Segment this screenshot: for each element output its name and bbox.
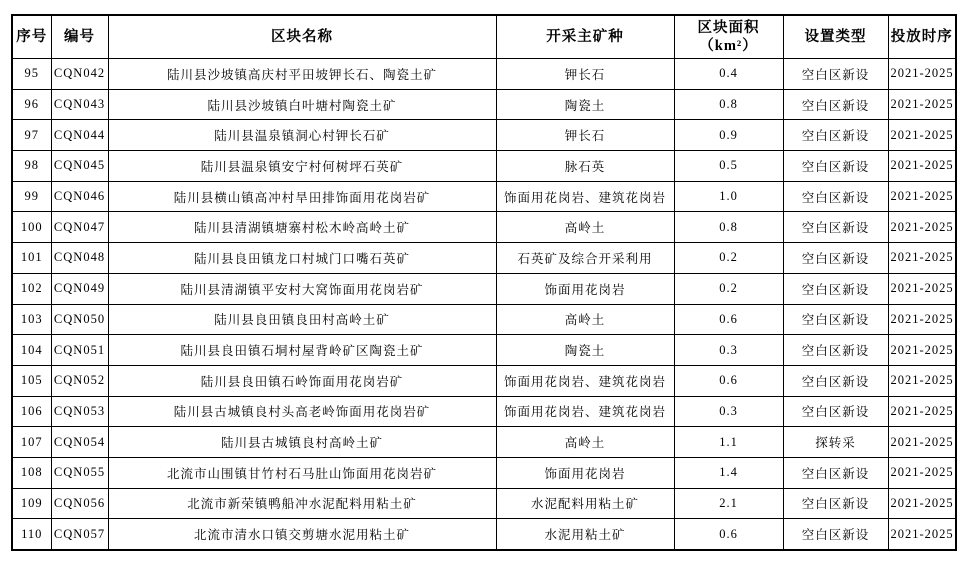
table-row (12, 519, 956, 550)
cell-no: 101 (12, 243, 51, 274)
cell-area: 1.4 (674, 457, 783, 488)
cell-type: 空白区新设 (783, 365, 888, 396)
column-header-setup-type: 设置类型 (783, 15, 888, 59)
table-row (12, 488, 956, 519)
cell-no: 110 (12, 519, 51, 550)
cell-period: 2021-2025 (888, 519, 956, 550)
table-body (12, 59, 956, 551)
cell-type: 空白区新设 (783, 181, 888, 212)
cell-area: 0.6 (674, 365, 783, 396)
cell-type: 空白区新设 (783, 457, 888, 488)
cell-name: 北流市山围镇甘竹村石马肚山饰面用花岗岩矿 (108, 457, 496, 488)
cell-no: 109 (12, 488, 51, 519)
cell-period: 2021-2025 (888, 181, 956, 212)
cell-code: CQN054 (51, 427, 108, 458)
cell-period: 2021-2025 (888, 120, 956, 151)
cell-code: CQN042 (51, 59, 108, 90)
cell-type: 空白区新设 (783, 89, 888, 120)
table-row (12, 273, 956, 304)
cell-no: 98 (12, 151, 51, 182)
cell-area: 0.2 (674, 243, 783, 274)
cell-mineral: 陶瓷土 (496, 89, 674, 120)
cell-type: 空白区新设 (783, 212, 888, 243)
cell-no: 99 (12, 181, 51, 212)
cell-type: 空白区新设 (783, 120, 888, 151)
cell-period: 2021-2025 (888, 365, 956, 396)
cell-type: 空白区新设 (783, 519, 888, 550)
cell-name: 陆川县温泉镇安宁村何树坪石英矿 (108, 151, 496, 182)
cell-type: 探转采 (783, 427, 888, 458)
cell-area: 2.1 (674, 488, 783, 519)
cell-code: CQN051 (51, 335, 108, 366)
cell-area: 0.2 (674, 273, 783, 304)
cell-area: 0.3 (674, 396, 783, 427)
cell-area: 0.4 (674, 59, 783, 90)
cell-area: 0.6 (674, 304, 783, 335)
cell-mineral: 高岭土 (496, 304, 674, 335)
cell-name: 陆川县横山镇高冲村旱田排饰面用花岗岩矿 (108, 181, 496, 212)
cell-period: 2021-2025 (888, 59, 956, 90)
cell-period: 2021-2025 (888, 457, 956, 488)
column-header-mineral: 开采主矿种 (496, 15, 674, 59)
cell-mineral: 水泥配料用粘土矿 (496, 488, 674, 519)
header-row (12, 15, 956, 59)
cell-name: 陆川县清湖镇塘寨村松木岭高岭土矿 (108, 212, 496, 243)
cell-code: CQN053 (51, 396, 108, 427)
column-header-area: 区块面积（km²） (674, 15, 783, 59)
cell-code: CQN048 (51, 243, 108, 274)
cell-period: 2021-2025 (888, 89, 956, 120)
cell-mineral: 高岭土 (496, 427, 674, 458)
cell-no: 97 (12, 120, 51, 151)
cell-no: 105 (12, 365, 51, 396)
table-row (12, 335, 956, 366)
table-row (12, 396, 956, 427)
cell-name: 陆川县清湖镇平安村大窝饰面用花岗岩矿 (108, 273, 496, 304)
table-row (12, 243, 956, 274)
cell-no: 106 (12, 396, 51, 427)
column-header-period: 投放时序 (888, 15, 956, 59)
cell-area: 0.8 (674, 89, 783, 120)
cell-mineral: 高岭土 (496, 212, 674, 243)
column-header-code: 编号 (51, 15, 108, 59)
cell-mineral: 水泥用粘土矿 (496, 519, 674, 550)
cell-period: 2021-2025 (888, 212, 956, 243)
table-row (12, 427, 956, 458)
cell-type: 空白区新设 (783, 59, 888, 90)
cell-area: 0.3 (674, 335, 783, 366)
cell-no: 95 (12, 59, 51, 90)
cell-code: CQN047 (51, 212, 108, 243)
cell-type: 空白区新设 (783, 151, 888, 182)
cell-name: 北流市新荣镇鸭船冲水泥配料用粘土矿 (108, 488, 496, 519)
cell-period: 2021-2025 (888, 273, 956, 304)
cell-no: 108 (12, 457, 51, 488)
cell-mineral: 饰面用花岗岩、建筑花岗岩 (496, 396, 674, 427)
mining-blocks-table (11, 14, 957, 551)
cell-period: 2021-2025 (888, 151, 956, 182)
cell-code: CQN045 (51, 151, 108, 182)
table-row (12, 212, 956, 243)
cell-area: 0.9 (674, 120, 783, 151)
cell-type: 空白区新设 (783, 273, 888, 304)
cell-no: 104 (12, 335, 51, 366)
cell-code: CQN044 (51, 120, 108, 151)
cell-name: 北流市清水口镇交剪塘水泥用粘土矿 (108, 519, 496, 550)
cell-no: 103 (12, 304, 51, 335)
cell-type: 空白区新设 (783, 396, 888, 427)
table-row (12, 181, 956, 212)
cell-period: 2021-2025 (888, 488, 956, 519)
cell-code: CQN056 (51, 488, 108, 519)
cell-area: 1.1 (674, 427, 783, 458)
cell-period: 2021-2025 (888, 304, 956, 335)
cell-no: 107 (12, 427, 51, 458)
cell-mineral: 石英矿及综合开采利用 (496, 243, 674, 274)
cell-name: 陆川县良田镇石垌村屋背岭矿区陶瓷土矿 (108, 335, 496, 366)
table-row (12, 120, 956, 151)
table-row (12, 304, 956, 335)
cell-code: CQN050 (51, 304, 108, 335)
cell-area: 0.6 (674, 519, 783, 550)
table-row (12, 151, 956, 182)
cell-name: 陆川县沙坡镇高庆村平田坡钾长石、陶瓷土矿 (108, 59, 496, 90)
column-header-serial-no: 序号 (12, 15, 51, 59)
cell-name: 陆川县良田镇良田村高岭土矿 (108, 304, 496, 335)
table-row (12, 59, 956, 90)
cell-period: 2021-2025 (888, 335, 956, 366)
cell-no: 102 (12, 273, 51, 304)
cell-name: 陆川县古城镇良村头高老岭饰面用花岗岩矿 (108, 396, 496, 427)
cell-mineral: 钾长石 (496, 59, 674, 90)
cell-name: 陆川县良田镇石岭饰面用花岗岩矿 (108, 365, 496, 396)
cell-area: 1.0 (674, 181, 783, 212)
cell-mineral: 饰面用花岗岩 (496, 273, 674, 304)
cell-mineral: 饰面用花岗岩、建筑花岗岩 (496, 365, 674, 396)
cell-type: 空白区新设 (783, 243, 888, 274)
table-row (12, 365, 956, 396)
cell-period: 2021-2025 (888, 243, 956, 274)
cell-type: 空白区新设 (783, 304, 888, 335)
cell-mineral: 陶瓷土 (496, 335, 674, 366)
cell-no: 96 (12, 89, 51, 120)
cell-mineral: 饰面用花岗岩 (496, 457, 674, 488)
cell-type: 空白区新设 (783, 335, 888, 366)
cell-area: 0.5 (674, 151, 783, 182)
cell-area: 0.8 (674, 212, 783, 243)
cell-no: 100 (12, 212, 51, 243)
cell-mineral: 脉石英 (496, 151, 674, 182)
cell-mineral: 饰面用花岗岩、建筑花岗岩 (496, 181, 674, 212)
cell-name: 陆川县沙坡镇白叶塘村陶瓷土矿 (108, 89, 496, 120)
table-row (12, 457, 956, 488)
cell-code: CQN055 (51, 457, 108, 488)
column-header-block-name: 区块名称 (108, 15, 496, 59)
cell-type: 空白区新设 (783, 488, 888, 519)
cell-code: CQN049 (51, 273, 108, 304)
cell-period: 2021-2025 (888, 396, 956, 427)
cell-name: 陆川县良田镇龙口村城门口嘴石英矿 (108, 243, 496, 274)
cell-period: 2021-2025 (888, 427, 956, 458)
table-row (12, 89, 956, 120)
cell-mineral: 钾长石 (496, 120, 674, 151)
cell-name: 陆川县古城镇良村高岭土矿 (108, 427, 496, 458)
cell-code: CQN057 (51, 519, 108, 550)
cell-code: CQN043 (51, 89, 108, 120)
cell-code: CQN052 (51, 365, 108, 396)
cell-code: CQN046 (51, 181, 108, 212)
cell-name: 陆川县温泉镇洞心村钾长石矿 (108, 120, 496, 151)
